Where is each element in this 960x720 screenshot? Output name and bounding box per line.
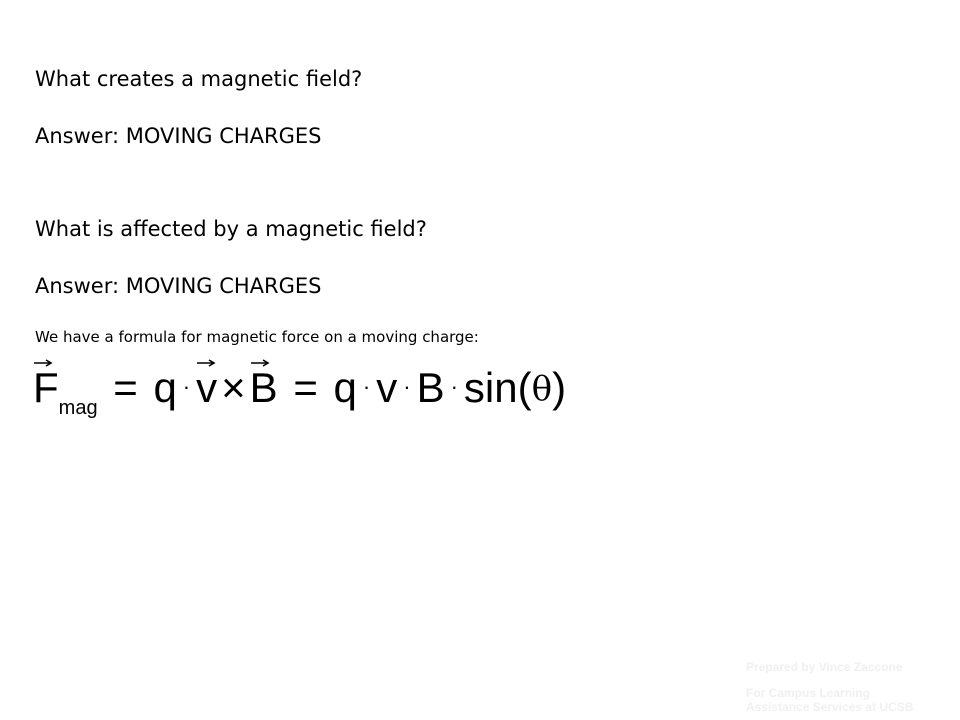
question-creates-field: What creates a magnetic field? (35, 67, 363, 91)
dot-operator: · (182, 374, 191, 399)
equals-sign: = (113, 364, 138, 411)
vector-arrow-icon (33, 359, 53, 367)
force-vector (33, 363, 59, 413)
cross-operator: × (221, 364, 246, 411)
dot-operator-3: · (403, 374, 411, 399)
field-magnitude-symbol: B (416, 364, 445, 411)
dot-operator-4: · (450, 374, 458, 399)
velocity-vector (196, 363, 217, 413)
speed-symbol: v (376, 364, 398, 411)
charge-symbol-2: q (333, 364, 357, 411)
magnetic-force-formula (33, 362, 566, 433)
field-symbol: B (249, 364, 278, 411)
force-subscript: mag (58, 397, 98, 419)
sine-function: sin( (463, 364, 532, 411)
close-paren: ) (552, 364, 567, 411)
charge-symbol: q (153, 364, 177, 411)
answer-affected-by-field: Answer: MOVING CHARGES (35, 274, 322, 298)
theta-symbol: θ (531, 369, 553, 409)
answer-creates-field: Answer: MOVING CHARGES (35, 124, 322, 148)
force-symbol: F (33, 364, 59, 411)
velocity-symbol: v (196, 364, 218, 411)
vector-arrow-icon (250, 359, 270, 367)
vector-arrow-icon (196, 359, 216, 367)
credit-for-line-2: Assistance Services at UCSB (746, 700, 914, 714)
question-affected-by-field: What is affected by a magnetic field? (35, 217, 427, 241)
credit-for-line-1: For Campus Learning (746, 686, 871, 700)
equals-sign-2: = (293, 364, 318, 411)
field-vector (250, 363, 278, 413)
credit-prepared-by: Prepared by Vince Zaccone (746, 660, 903, 674)
formula-intro: We have a formula for magnetic force on a moving charge: (35, 328, 479, 346)
dot-operator-2: · (362, 374, 371, 399)
